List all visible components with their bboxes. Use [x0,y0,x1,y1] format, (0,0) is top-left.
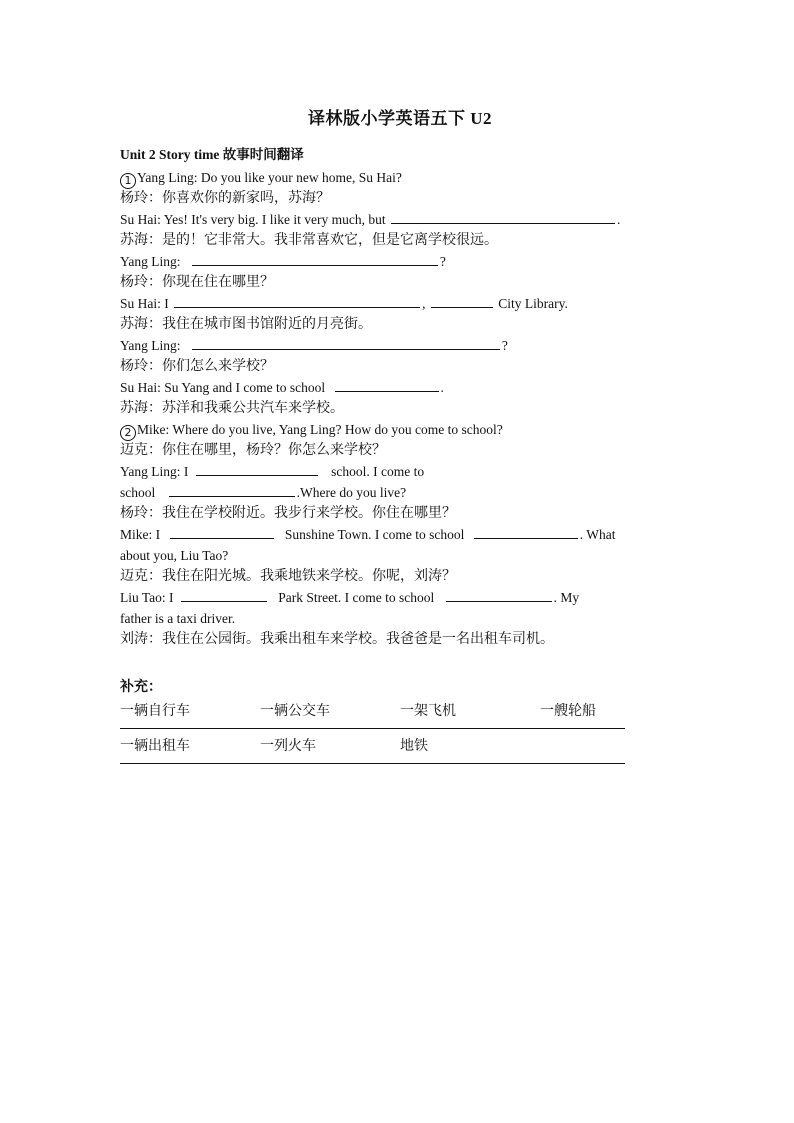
translation-line: 苏海：是的！它非常大。我非常喜欢它，但是它离学校很远。 [120,232,498,248]
vocab-item: 一辆自行车 [120,703,190,719]
circled-number: 1 [120,173,136,189]
dialogue-line: 1 Yang Ling: Do you like your new home, Su Hai? [120,167,680,188]
translation-line: 杨玲：你现在住在哪里？ [120,274,274,290]
vocab-item: 地铁 [400,738,428,754]
dialogue-line: about you, Liu Tao? [120,548,229,563]
answer-blank[interactable] [474,524,578,539]
dialogue-line: Yang Ling: ? [120,251,680,272]
dialogue-line: 2 Mike: Where do you live, Yang Ling? How do you come to school? [120,419,680,440]
answer-blank[interactable] [170,524,274,539]
answer-blank[interactable] [192,251,438,266]
answer-blank[interactable] [335,377,439,392]
answer-blank[interactable] [181,587,267,602]
worksheet-page [120,104,680,764]
answer-blank[interactable] [431,293,493,308]
answer-blank[interactable] [391,209,615,224]
page-title: 译林版小学英语五下 U2 [307,109,493,128]
translation-line: 杨玲：我住在学校附近。我步行来学校。你住在哪里？ [120,505,456,521]
translation-line: 杨玲：你们怎么来学校？ [120,358,274,374]
answer-blank[interactable] [174,293,420,308]
circled-number: 2 [120,425,136,441]
dialogue-line: school .Where do you live? [120,482,680,503]
vocab-item: 一辆出租车 [120,738,190,754]
vocab-item: 一艘轮船 [540,703,596,719]
dialogue-line: Su Hai: Yes! It's very big. I like it very much, but . [120,209,680,230]
dialogue-line: Yang Ling: ? [120,335,680,356]
translation-line: 迈克：你住在哪里，杨玲？你怎么来学校？ [120,442,386,458]
dialogue-line: Su Hai: Su Yang and I come to school . [120,377,680,398]
translation-line: 迈克：我住在阳光城。我乘地铁来学校。你呢，刘涛？ [120,568,456,584]
vocab-item: 一辆公交车 [260,703,330,719]
answer-blank[interactable] [192,335,500,350]
dialogue-line: Su Hai: I , City Library. [120,293,680,314]
supplement-row [120,733,680,759]
translation-line: 苏海：我住在城市图书馆附近的月亮街。 [120,316,372,332]
dialogue-line: Liu Tao: I Park Street. I come to school . My [120,587,680,608]
answer-blank[interactable] [196,461,318,476]
vocab-item: 一架飞机 [400,703,456,719]
answer-blank[interactable] [169,482,295,497]
translation-line: 杨玲：你喜欢你的新家吗，苏海？ [120,190,330,206]
supplement-row [120,698,680,724]
supplement-heading: 补充： [120,679,162,695]
translation-line: 苏海：苏洋和我乘公共汽车来学校。 [120,400,344,416]
unit-heading: Unit 2 Story time 故事时间翻译 [120,147,304,162]
translation-line: 刘涛：我住在公园街。我乘出租车来学校。我爸爸是一名出租车司机。 [120,631,554,647]
dialogue-line: Yang Ling: I school. I come to [120,461,680,482]
answer-blank[interactable] [446,587,552,602]
dialogue-line: Mike: I Sunshine Town. I come to school . What [120,524,680,545]
vocab-item: 一列火车 [260,738,316,754]
dialogue-line: father is a taxi driver. [120,611,236,626]
